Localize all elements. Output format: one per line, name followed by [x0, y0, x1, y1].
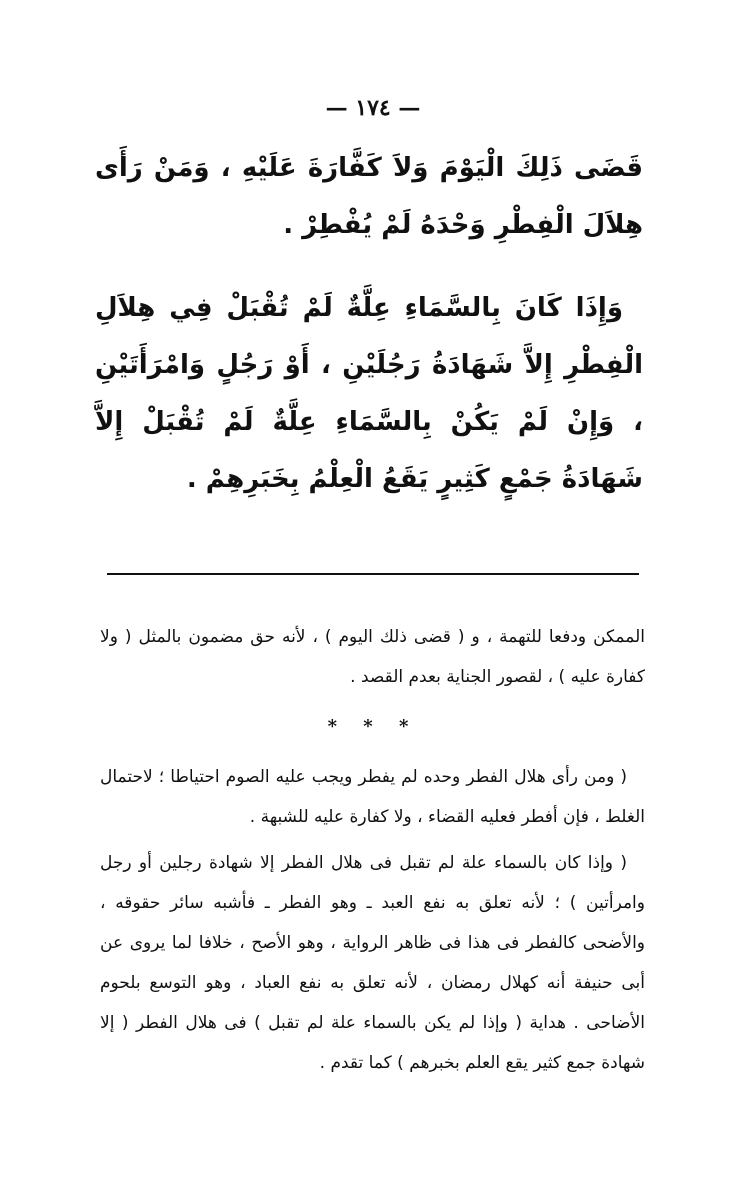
- section-separator: * * *: [327, 716, 419, 737]
- footnote-divider: [107, 573, 639, 575]
- commentary-paragraph: ( ومن رأى هلال الفطر وحده لم يفطر ويجب عليه الصوم احتياطا ؛ لاحتمال الغلط ، فإن أفطر فعليه القضاء ، ولا كفارة عليه للشبهة .: [100, 767, 645, 827]
- commentary-block: [100, 843, 645, 1083]
- main-paragraph: قَضَى ذَلِكَ الْيَوْمَ وَلاَ كَفَّارَةَ عَلَيْهِ ، وَمَنْ رَأَى هِلاَلَ الْفِطْرِ وَحْدَهُ لَمْ يُفْطِرْ .: [95, 153, 643, 240]
- page-number: — ١٧٤ —: [325, 95, 421, 121]
- main-paragraph: وَإِذَا كَانَ بِالسَّمَاءِ عِلَّةٌ لَمْ تُقْبَلْ فِي هِلاَلِ الْفِطْرِ إِلاَّ شَهَادَةُ رَجُلَيْنِ ، أَوْ رَجُلٍ وَامْرَأَتَيْنِ ، وَإِنْ لَمْ يَكُنْ بِالسَّمَاءِ عِلَّةٌ لَمْ تُقْبَلْ إِلاَّ شَهَادَةُ جَمْعٍ كَثِيرٍ يَقَعُ الْعِلْمُ بِخَبَرِهِمْ .: [95, 293, 643, 494]
- main-text: [95, 140, 643, 508]
- commentary-block: [100, 617, 645, 697]
- commentary-paragraph: الممكن ودفعا للتهمة ، و ( قضى ذلك اليوم ) ، لأنه حق مضمون بالمثل ( ولا كفارة عليه ) ، لقصور الجناية بعدم القصد .: [100, 627, 645, 687]
- commentary-paragraph: ( وإذا كان بالسماء علة لم تقبل فى هلال الفطر إلا شهادة رجلين أو رجل وامرأتين ) ؛ لأنه تعلق به نفع العبد ـ وهو الفطر ـ فأشبه سائر حقوقه ، والأضحى كالفطر فى هذا فى ظاهر الرواية ، وهو الأصح ، خلافا لما يروى عن أبى حنيفة أنه كهلال رمضان ، لأنه تعلق به نفع العباد ، وهو التوسع بلحوم الأضاحى . هداية ( وإذا لم يكن بالسماء علة لم تقبل ) فى هلال الفطر ( إلا شهادة جمع كثير يقع العلم بخبرهم ) كما تقدم .: [100, 853, 645, 1073]
- commentary-block: [100, 757, 645, 837]
